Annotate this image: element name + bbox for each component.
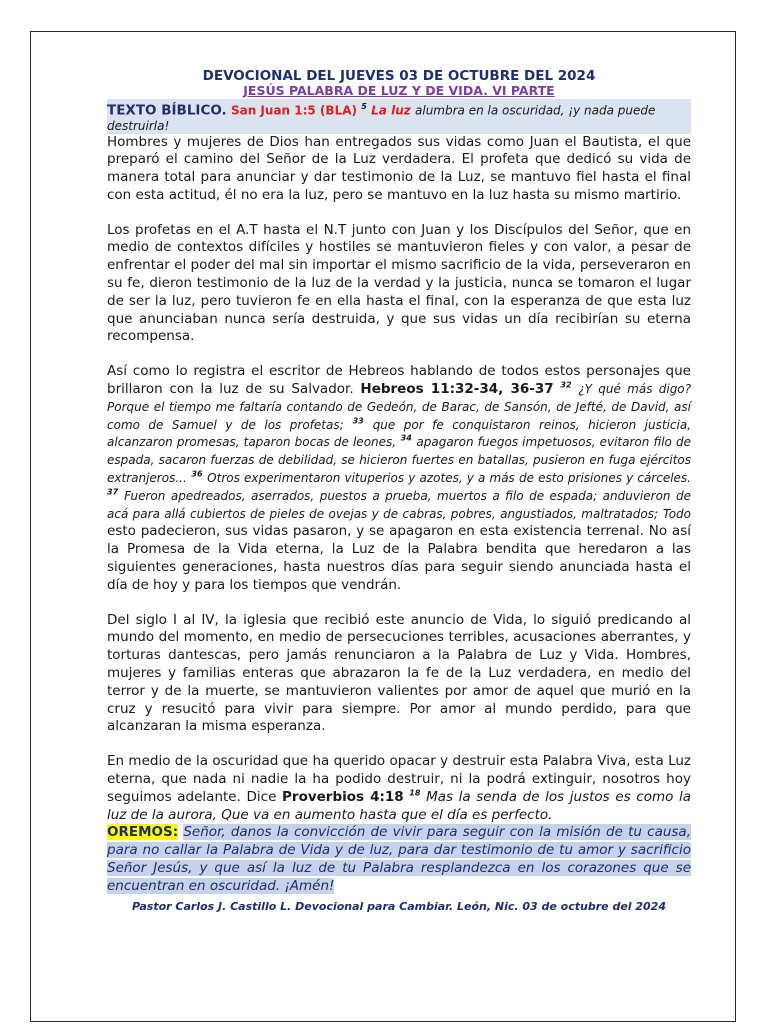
paragraph-5-intro: En medio de la oscuridad que ha querido opacar y destruir esta Palabra Viva, esta Luz eterna, que nada ni nadie la ha podido destruir, ni la podrá extinguir, nosotros hoy seguimos adelante. Dice bbox=[107, 753, 691, 805]
verse-number: 5 bbox=[361, 102, 367, 111]
verse-highlight: La luz bbox=[371, 103, 411, 118]
prayer-text: Señor, danos la convicción de vivir para seguir con la misión de tu causa, para no callar la Palabra de Vida y de luz, para dar testimonio de tu amor y sacrificio Señor Jesús, y que así la luz de tu Palabra resplandezca en los corazones que se encuentran en oscuridad. ¡Amén! bbox=[107, 824, 691, 894]
document-page bbox=[30, 31, 736, 1022]
hebreos-reference: Hebreos 11:32-34, 36-37 bbox=[360, 381, 554, 398]
signature: Pastor Carlos J. Castillo L. Devocional para Cambiar. León, Nic. 03 de octubre del 2024 bbox=[131, 899, 666, 913]
verse-18-text: Mas la senda de los justos es como la luz de la aurora, Que va en aumento hasta que el día es perfecto. bbox=[107, 788, 692, 823]
prayer bbox=[107, 824, 691, 895]
verse-37-number: 37 bbox=[107, 487, 119, 497]
document-content bbox=[107, 69, 691, 913]
verse-36-number: 36 bbox=[191, 469, 203, 479]
page-subtitle: JESÚS PALABRA DE LUZ Y DE VIDA. VI PARTE bbox=[243, 83, 555, 98]
paragraph-3-intro: Así como lo registra el escritor de Hebreos hablando de todos estos personajes que brillaron con la luz de su Salvador. bbox=[107, 363, 691, 398]
verse-34-text: apagaron fuegos impetuosos, evitaron filo de espada, sacaron fuerzas de debilidad, se hicieron fuertes en batallas, pusieron en fuga ejércitos extranjeros... bbox=[107, 435, 691, 486]
verse-34-number: 34 bbox=[400, 433, 412, 443]
biblical-text-label: TEXTO BÍBLICO. bbox=[107, 102, 227, 119]
verse-32-number: 32 bbox=[560, 380, 572, 390]
todo-word: Todo bbox=[662, 506, 691, 521]
biblical-text-reference: San Juan 1:5 (BLA) bbox=[230, 103, 357, 118]
paragraph-5 bbox=[107, 753, 691, 824]
verse-32-text: ¿Y qué más digo? Porque el tiempo me faltaría contando de Gedeón, de Barac, de Sansón, de Jefté, de David, así como de Samuel y de los profetas; bbox=[107, 382, 692, 432]
biblical-text bbox=[107, 99, 691, 134]
paragraph-3-rest: esto padecieron, sus vidas pasaron, y se apagaron en esta existencia terrenal. No así la Promesa de la Vida eterna, la Luz de la Palabra bendita que heredaron a las siguientes generaciones, hasta nuestros días para seguir siendo anunciada hasta el día de hoy y para los tiempos que vendrán. bbox=[107, 523, 691, 593]
verse-36-text: Otros experimentaron vituperios y azotes, y a más de esto prisiones y cárceles. bbox=[207, 471, 691, 486]
paragraph-1: Hombres y mujeres de Dios han entregados sus vidas como Juan el Bautista, el que preparó el camino del Señor de la Luz verdadera. El profeta que dedicó su vida de manera total para anunciar y dar testimonio de la Luz, se mantuvo fiel hasta el final con esta actitud, él no era la luz, pero se mantuvo en la luz hasta su mismo martirio. bbox=[107, 133, 691, 203]
page-title: DEVOCIONAL DEL JUEVES 03 DE OCTUBRE DEL 2024 bbox=[202, 68, 596, 84]
paragraph-3 bbox=[107, 363, 691, 594]
verse-text: alumbra en la oscuridad, ¡y nada puede destruirla! bbox=[107, 103, 656, 133]
paragraph-2: Los profetas en el A.T hasta el N.T junto con Juan y los Discípulos del Señor, que en medio de contextos difíciles y hostiles se mantuvieron fieles y con valor, a pesar de enfrentar el poder del mal sin importar el mismo sacrificio de la vida, perseveraron en su fe, dieron testimonio de la luz de la verdad y la justicia, nunca se tomaron el lugar de ser la luz, pero tuvieron fe en ella hasta el final, con la esperanza de que esta luz que anunciaban nunca sería destruida, y que sus vidas un día recibirían su eterna recompensa. bbox=[107, 221, 691, 345]
verse-37-text: Fueron apedreados, aserrados, puestos a prueba, muertos a filo de espada; anduvieron de acá para allá cubiertos de pieles de ovejas y de cabras, pobres, angustiados, maltratados; bbox=[107, 488, 691, 521]
verse-33-number: 33 bbox=[352, 416, 364, 426]
prayer-label: OREMOS: bbox=[107, 824, 179, 841]
proverbios-reference: Proverbios 4:18 bbox=[282, 788, 404, 805]
paragraph-4: Del siglo I al IV, la iglesia que recibió este anuncio de Vida, lo siguió predicando al mundo del momento, en medio de persecuciones terribles, acusaciones aberrantes, y torturas dantescas, pero jamás renunciaron a la Palabra de Luz y Vida. Hombres, mujeres y familias enteras que abrazaron la fe de la Luz verdadera, en medio del terror y de la muerte, se mantuvieron valientes por amor de aquel que murió en la cruz y resucitó para vivir para siempre. Por amor al mundo perdido, para que alcanzaran la misma esperanza. bbox=[107, 611, 691, 735]
verse-18-number: 18 bbox=[409, 788, 421, 798]
verse-33-text: que por fe conquistaron reinos, hicieron justicia, alcanzaron promesas, taparon bocas de leones, bbox=[107, 417, 692, 450]
